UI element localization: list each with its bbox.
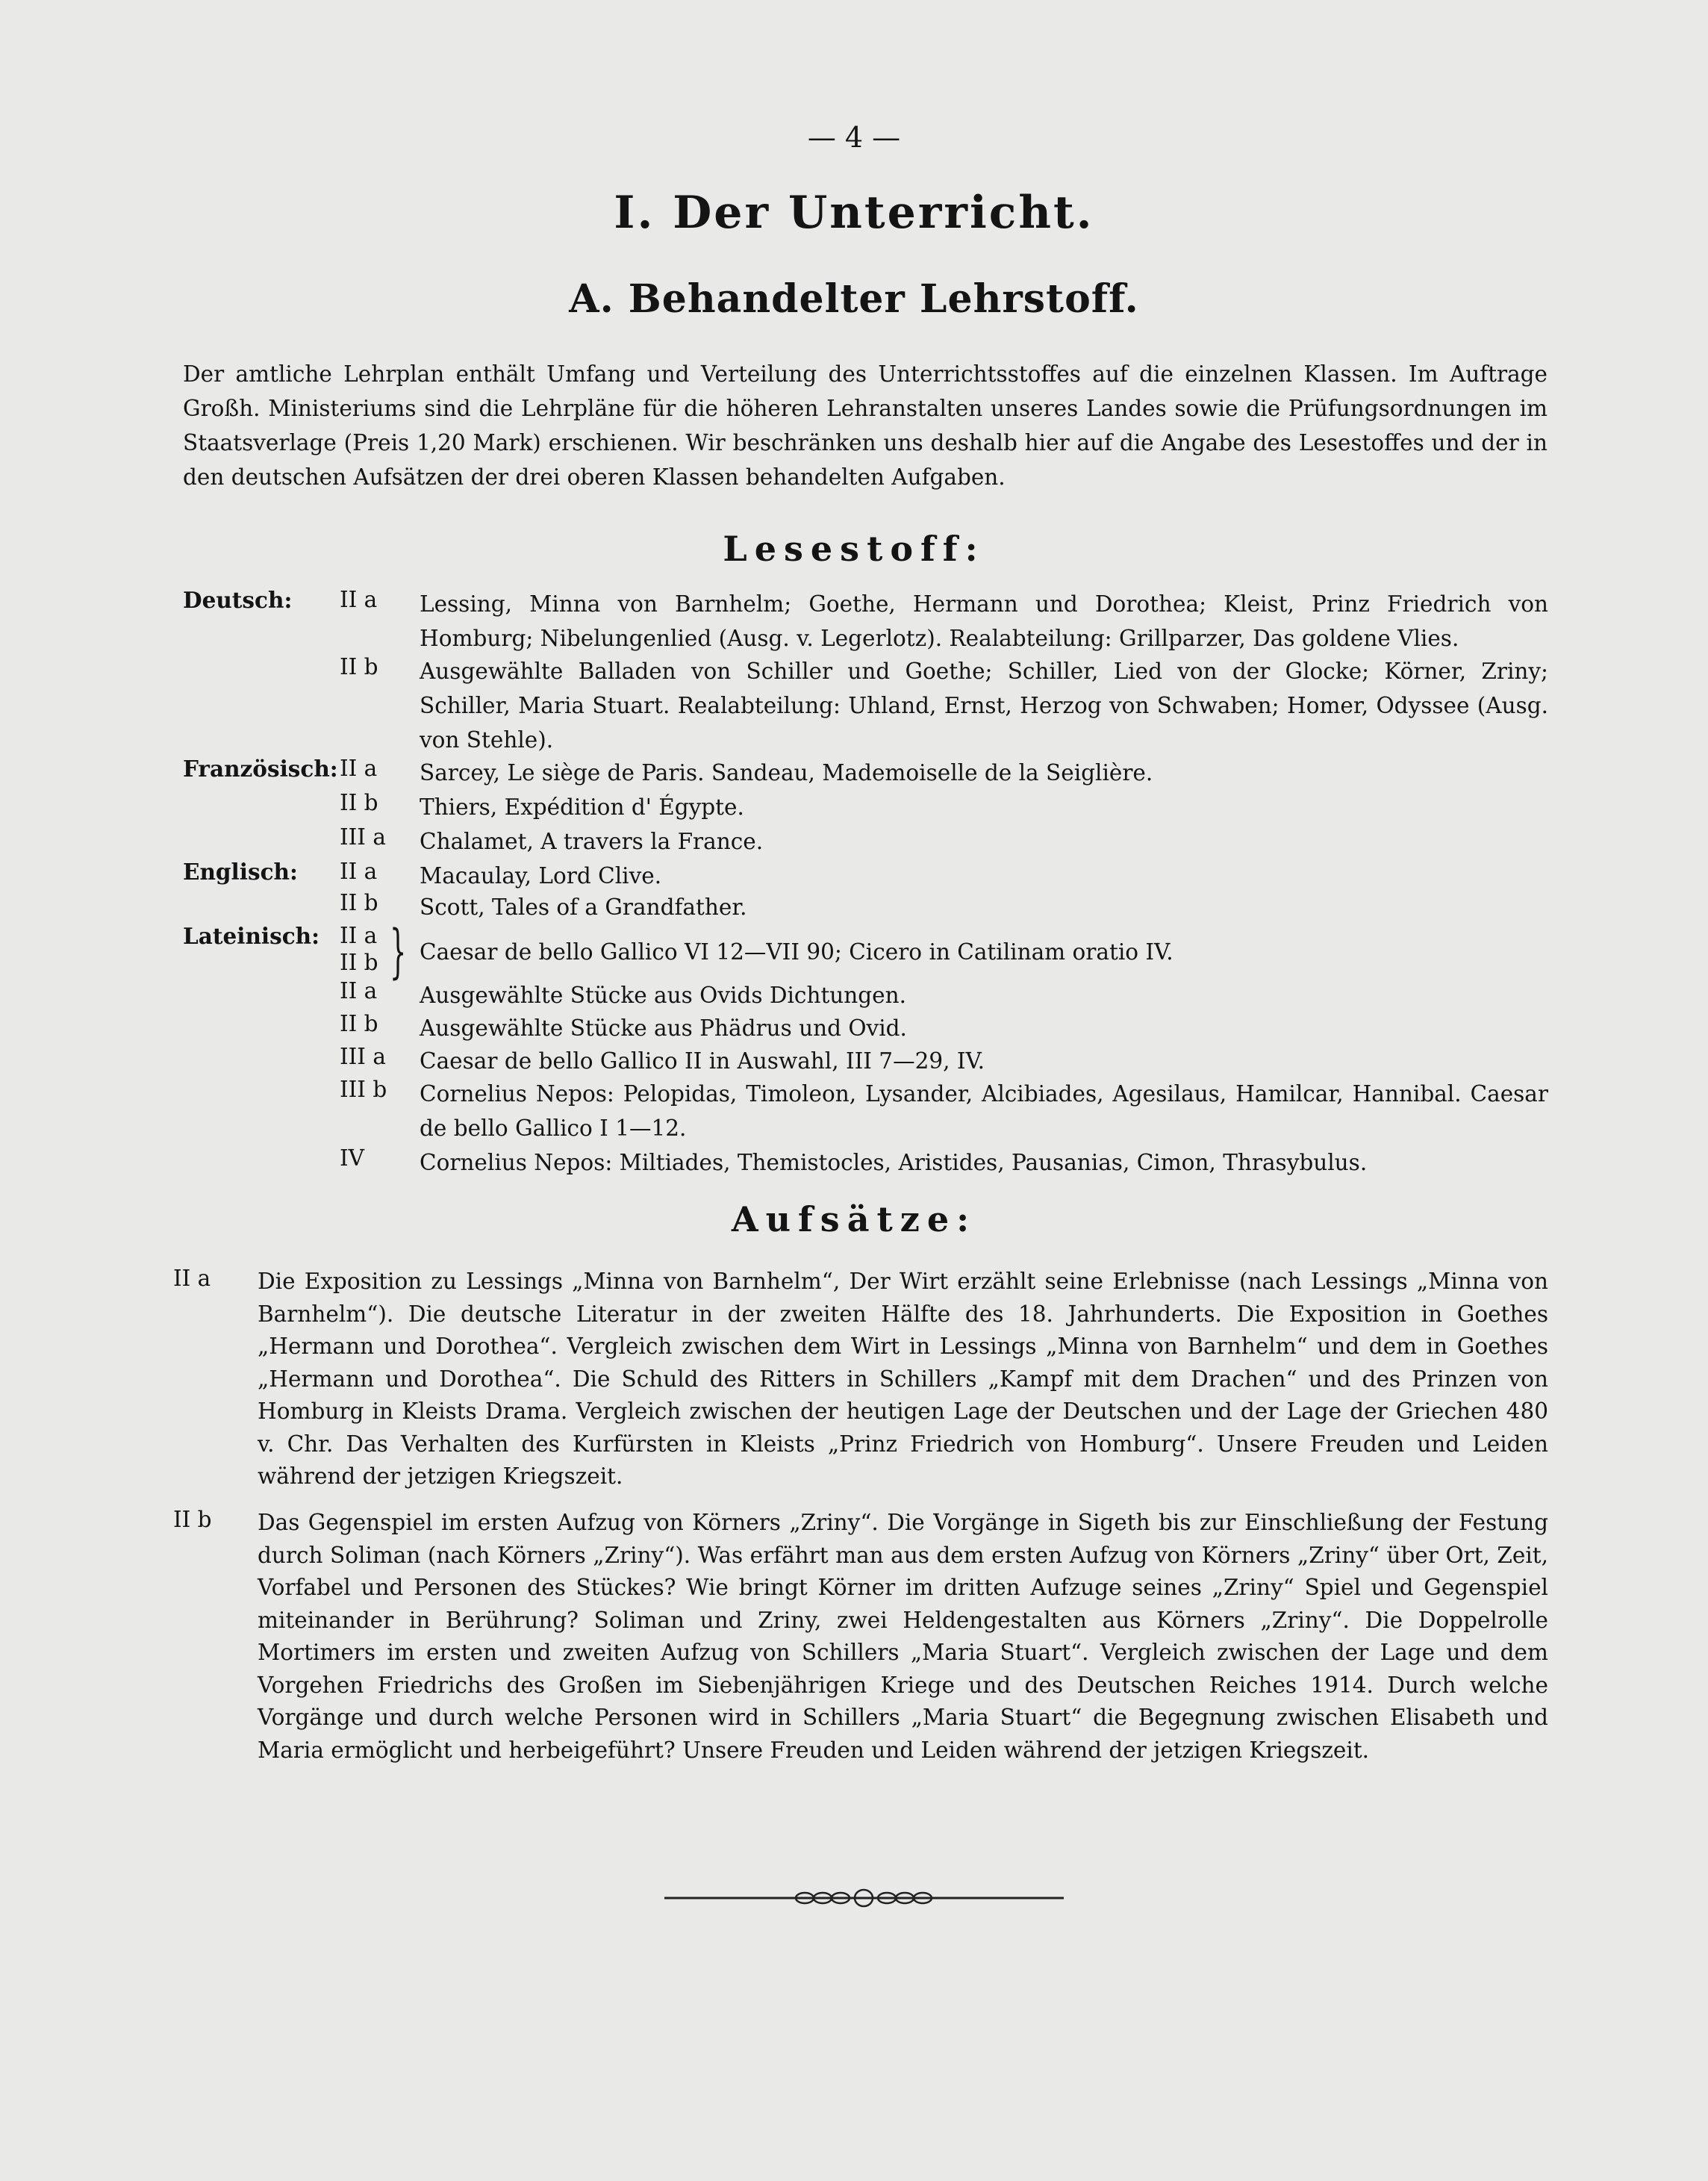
subject-label: Englisch: [183,859,298,885]
reading-text: Sarcey, Le siège de Paris. Sandeau, Mademoiselle de la Seiglière. [420,760,1153,785]
class-label: II a [340,587,378,612]
subject-label: Deutsch: [183,587,293,613]
class-label: II a [173,1266,211,1291]
reading-text: Ausgewählte Balladen von Schiller und Goethe; Schiller, Lied von der Glocke; Körner, Zriny; Schiller, Maria Stuart. Realabteilung: Uhland, Ernst, Herzog von Schwaben; Homer, Odyssee (Ausg. von Stehle). [420,659,1548,753]
reading-text: Caesar de bello Gallico II in Auswahl, III 7—29, IV. [420,1048,985,1074]
reading-text: Ausgewählte Stücke aus Ovids Dichtungen. [420,983,907,1008]
lesestoff-heading: Lesestoff: [723,529,985,569]
class-label: III a [340,824,386,850]
reading-text: Thiers, Expédition d' Égypte. [420,794,744,820]
reading-text: Macaulay, Lord Clive. [420,863,662,889]
class-label: II b [173,1507,212,1532]
class-label: II a [340,859,378,884]
reading-text: Chalamet, A travers la France. [420,829,764,854]
reading-text: Cornelius Nepos: Pelopidas, Timoleon, Lysander, Alcibiades, Agesilaus, Hamilcar, Hannibal. Caesar de bello Gallico I 1—12. [420,1081,1548,1141]
class-label: II b [340,890,378,915]
subject-label: Französisch: [183,756,338,782]
class-label: II b [340,790,378,815]
reading-text: Scott, Tales of a Grandfather. [420,895,747,920]
class-label: III a [340,1044,386,1069]
reading-text: Cornelius Nepos: Miltiades, Themistocles, Aristides, Pausanias, Cimon, Thrasybulus. [420,1150,1368,1175]
intro-paragraph: Der amtliche Lehrplan enthält Umfang und Verteilung des Unterrichtsstoffes auf die einzelnen Klassen. Im Auftrage Großh. Ministeriums sind die Lehrpläne für die höheren Lehranstalten unseres Landes sowie die Prüfungsordnungen im Staatsverlage (Preis 1,20 Mark) erschienen. Wir beschränken uns deshalb hier auf die Angabe des Lesestoffes und der in den deutschen Aufsätzen der drei oberen Klassen behandelten Aufgaben. [183,361,1548,490]
brace-symbol: } [390,918,407,986]
reading-text: Ausgewählte Stücke aus Phädrus und Ovid. [420,1015,907,1041]
section-heading: A. Behandelter Lehrstoff. [569,276,1139,322]
essay-text: Die Exposition zu Lessings „Minna von Barnhelm“, Der Wirt erzählt seine Erlebnisse (nach Lessings „Minna von Barnhelm“). Die deutsche Literatur in der zweiten Hälfte des 18. Jahrhunderts. Die Exposition in Goethes „Hermann und Dorothea“. Vergleich zwischen dem Wirt in Lessings „Minna von Barnhelm“ und dem in Goethes „Hermann und Dorothea“. Die Schuld des Ritters in Schillers „Kampf mit dem Drachen“ und des Prinzen von Homburg in Kleists Drama. Vergleich zwischen der heutigen Lage der Deutschen und der Lage der Griechen 480 v. Chr. Das Verhalten des Kurfürsten in Kleists „Prinz Friedrich von Homburg“. Unsere Freuden und Leiden während der jetzigen Kriegszeit. [258,1269,1548,1489]
class-label: II a [340,756,378,781]
class-label: II b [340,654,378,679]
class-label: III b [340,1077,387,1102]
class-label: II b [340,1011,378,1036]
page-number: — 4 — [807,121,901,154]
reading-text: Caesar de bello Gallico VI 12—VII 90; Cicero in Catilinam oratio IV. [420,939,1174,965]
aufsaetze-heading: Aufsätze: [731,1199,977,1239]
chapter-heading: I. Der Unterricht. [614,187,1094,239]
class-label: II a [340,923,378,948]
class-label: IV [340,1145,364,1171]
ornament-divider [664,1887,1064,1909]
essay-text: Das Gegenspiel im ersten Aufzug von Körners „Zriny“. Die Vorgänge in Sigeth bis zur Einschließung der Festung durch Soliman (nach Körners „Zriny“). Was erfährt man aus dem ersten Aufzug von Körners „Zriny“ über Ort, Zeit, Vorfabel und Personen des Stückes? Wie bringt Körner im dritten Aufzuge seines „Zriny“ Spiel und Gegenspiel miteinander in Berührung? Soliman und Zriny, zwei Heldengestalten aus Körners „Zriny“. Die Doppelrolle Mortimers im ersten und zweiten Aufzug von Schillers „Maria Stuart“. Vergleich zwischen der Lage und dem Vorgehen Friedrichs des Großen im Siebenjährigen Kriege und des Deutschen Reiches 1914. Durch welche Vorgänge und durch welche Personen wird in Schillers „Maria Stuart“ die Begegnung zwischen Elisabeth und Maria ermöglicht und herbeigeführt? Unsere Freuden und Leiden während der jetzigen Kriegszeit. [258,1510,1548,1763]
subject-label: Lateinisch: [183,923,320,949]
class-label: II a [340,978,378,1004]
reading-text: Lessing, Minna von Barnhelm; Goethe, Hermann und Dorothea; Kleist, Prinz Friedrich von Homburg; Nibelungenlied (Ausg. v. Legerlotz). Realabteilung: Grillparzer, Das goldene Vlies. [420,591,1548,651]
class-label: II b [340,950,378,975]
